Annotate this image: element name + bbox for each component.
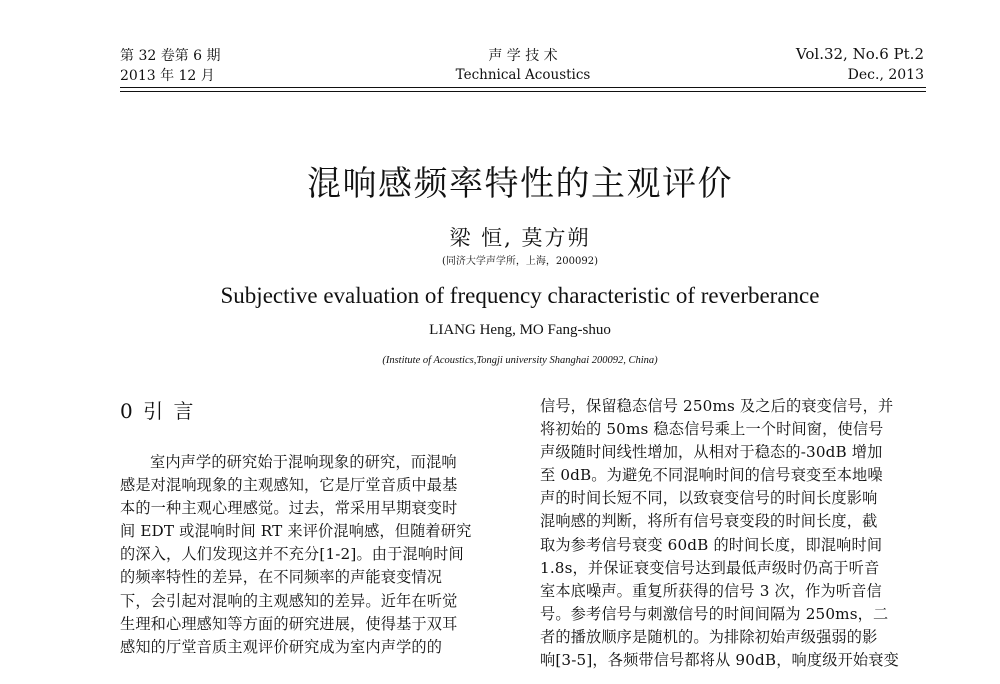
issue-number: 第 32 卷第 6 期 (120, 48, 221, 64)
volume-info: Vol.32, No.6 Pt.2 (795, 45, 924, 63)
left-column (120, 451, 505, 659)
body-line: 的深入，人们发现这并不充分[1-2]。由于混响时间 (120, 545, 464, 564)
article-title-cn: 混响感频率特性的主观评价 (307, 164, 733, 204)
section-heading: 0 引 言 (120, 399, 196, 423)
right-column (540, 395, 930, 672)
body-line: 室本底噪声。重复所获得的信号 3 次，作为听音信 (540, 581, 882, 600)
body-line: 混响感的判断，将所有信号衰变段的时间长度，截 (540, 512, 878, 531)
authors-en: LIANG Heng, MO Fang-shuo (429, 322, 611, 338)
issue-date-en: Dec., 2013 (847, 67, 924, 83)
body-line: 室内声学的研究始于混响现象的研究，而混响 (150, 453, 457, 471)
body-line: 将初始的 50ms 稳态信号乘上一个时间窗，使信号 (540, 420, 884, 439)
body-line: 感是对混响现象的主观感知，它是厅堂音质中最基 (120, 476, 458, 495)
body-line: 感知的厅堂音质主观评价研究成为室内声学的的 (120, 637, 443, 656)
affiliation-cn: (同济大学声学所，上海，200092) (442, 256, 598, 267)
body-line: 至 0dB。为避免不同混响时间的信号衰变至本地噪 (540, 466, 883, 485)
body-line: 取为参考信号衰变 60dB 的时间长度，即混响时间 (540, 535, 883, 554)
issue-date: 2013 年 12 月 (120, 68, 215, 84)
header-rule-top (120, 87, 926, 88)
body-line: 本的一种主观心理感觉。过去，常采用早期衰变时 (120, 499, 458, 518)
body-line: 声的时间长短不同，以致衰变信号的时间长度影响 (540, 489, 878, 508)
journal-name-en: Technical Acoustics (455, 67, 591, 83)
body-line: 响[3-5]，各频带信号都将从 90dB，响度级开始衰变 (540, 651, 899, 670)
body-line: 者的播放顺序是随机的。为排除初始声级强弱的影 (540, 627, 878, 646)
journal-name-cn: 声 学 技 术 (488, 48, 558, 64)
body-line: 号。参考信号与刺激信号的时间间隔为 250ms，二 (540, 604, 889, 623)
body-line: 1.8s，并保证衰变信号达到最低声级时仍高于听音 (540, 558, 880, 577)
body-line: 间 EDT 或混响时间 RT 来评价混响感，但随着研究 (120, 522, 472, 541)
body-line: 生理和心理感知等方面的研究进展，使得基于双耳 (120, 614, 458, 633)
authors-cn: 梁 恒, 莫方朔 (449, 226, 591, 250)
body-line: 信号，保留稳态信号 250ms 及之后的衰变信号，并 (540, 397, 894, 415)
body-line: 的频率特性的差异，在不同频率的声能衰变情况 (120, 568, 443, 587)
body-line: 下，会引起对混响的主观感知的差异。近年在听觉 (120, 591, 458, 610)
header-rule-bottom (120, 91, 926, 92)
article-title-en: Subjective evaluation of frequency characteristic of reverberance (220, 283, 820, 308)
affiliation-en: (Institute of Acoustics,Tongji university Shanghai 200092, China) (382, 355, 658, 366)
body-line: 声级随时间线性增加，从相对于稳态的-30dB 增加 (540, 443, 883, 462)
